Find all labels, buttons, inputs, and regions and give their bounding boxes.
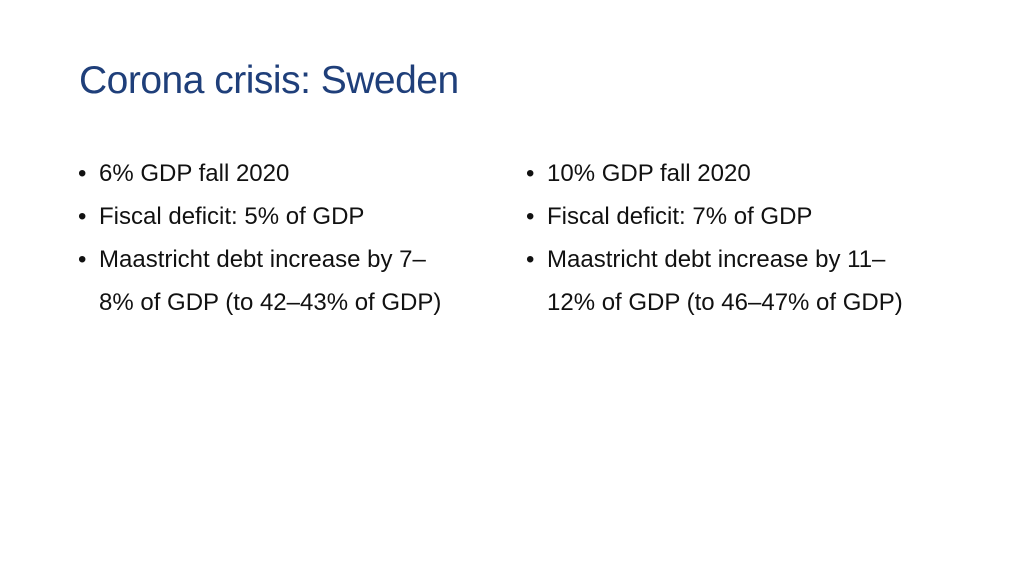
- right-bullet-list: [526, 152, 906, 324]
- bullet-item: [526, 238, 906, 324]
- bullet-text: 6% GDP fall 2020: [99, 160, 290, 187]
- bullet-item: [78, 152, 458, 195]
- bullet-icon: •: [526, 160, 535, 187]
- bullet-item: [78, 238, 458, 324]
- bullet-item: [526, 152, 906, 195]
- bullet-text: Fiscal deficit: 7% of GDP: [547, 203, 813, 230]
- bullet-text: Fiscal deficit: 5% of GDP: [99, 203, 365, 230]
- bullet-icon: •: [78, 203, 87, 230]
- bullet-icon: •: [526, 246, 535, 273]
- slide-title: Corona crisis: Sweden: [79, 59, 459, 102]
- bullet-icon: •: [78, 246, 87, 273]
- bullet-text: 10% GDP fall 2020: [547, 160, 751, 187]
- bullet-item: [78, 195, 458, 238]
- bullet-item: [526, 195, 906, 238]
- bullet-text: Maastricht debt increase by 7–8% of GDP (to 42–43% of GDP): [99, 246, 442, 316]
- left-bullet-list: [78, 152, 458, 324]
- bullet-icon: •: [78, 160, 87, 187]
- bullet-text: Maastricht debt increase by 11–12% of GDP (to 46–47% of GDP): [547, 246, 903, 316]
- bullet-icon: •: [526, 203, 535, 230]
